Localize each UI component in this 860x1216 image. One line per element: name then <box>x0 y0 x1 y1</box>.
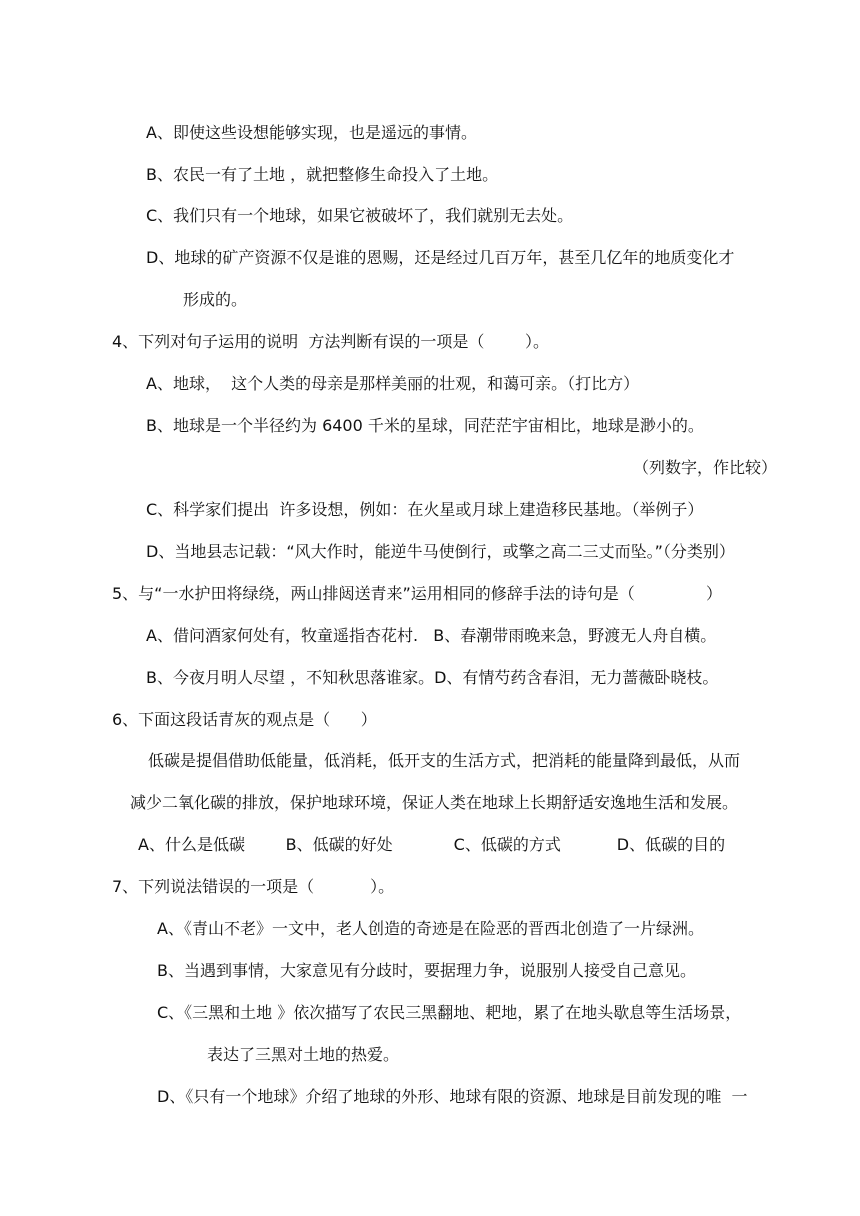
q3-option-b: B、农民一有了土地 ，就把整修生命投入了土地。 <box>146 165 499 184</box>
q7-option-c-cont: 表达了三黑对土地的热爱。 <box>207 1045 400 1064</box>
q6-passage-line-2: 减少二氧化碳的排放，保护地球环境，保证人类在地球上长期舒适安逸地生活和发展。 <box>130 793 739 812</box>
q4-option-b-note: （列数字，作比较） <box>632 458 777 477</box>
q5-options-row-2: B、今夜月明人尽望 ，不知秋思落谁家。D、有情芍药含春泪，无力蔷薇卧晓枝。 <box>146 668 719 687</box>
q3-option-c: C、我们只有一个地球，如果它被破坏了，我们就别无去处。 <box>146 206 574 225</box>
q3-option-d-cont: 形成的。 <box>183 290 248 309</box>
q4-option-a: A、地球， 这个人类的母亲是那样美丽的壮观，和蔼可亲。（打比方） <box>146 374 640 393</box>
q6-passage-line-1: 低碳是提倡借助低能量，低消耗，低开支的生活方式，把消耗的能量降到最低，从而 <box>148 751 741 770</box>
question-6: 6、下面这段话青灰的观点是（ ） <box>112 710 377 729</box>
q7-option-c: C、《三黑和土地 》依次描写了农民三黑翻地、耙地，累了在地头歇息等生活场景， <box>157 1003 742 1022</box>
q7-option-b: B、当遇到事情，大家意见有分歧时，要据理力争，说服别人接受自己意见。 <box>157 961 696 980</box>
question-7: 7、下列说法错误的一项是（ ）。 <box>112 877 395 896</box>
q5-options-row-1: A、借问酒家何处有，牧童遥指杏花村. B、春潮带雨晚来急，野渡无人舟自横。 <box>146 626 717 645</box>
q7-option-d: D、《只有一个地球》介绍了地球的外形、地球有限的资源、地球是目前发现的唯 一 <box>157 1087 748 1106</box>
q3-option-d: D、地球的矿产资源不仅是谁的恩赐，还是经过几百万年，甚至几亿年的地质变化才 <box>146 248 735 267</box>
q4-option-c: C、科学家们提出 许多设想，例如：在火星或月球上建造移民基地。（举例子） <box>146 500 704 519</box>
q7-option-a: A、《青山不老》一文中，老人创造的奇迹是在险恶的晋西北创造了一片绿洲。 <box>157 919 704 938</box>
q3-option-a: A、即使这些设想能够实现，也是遥远的事情。 <box>146 123 477 142</box>
q4-option-d: D、当地县志记载：“风大作时，能逆牛马使倒行，或擎之高二三丈而坠。”（分类别） <box>146 542 735 561</box>
q4-option-b: B、地球是一个半径约为 6400 千米的星球，同茫茫宇宙相比，地球是渺小的。 <box>146 416 704 435</box>
q6-options: A、什么是低碳 B、低碳的好处 C、低碳的方式 D、低碳的目的 <box>138 835 726 854</box>
question-4: 4、下列对句子运用的说明 方法判断有误的一项是（ ）。 <box>112 332 550 351</box>
question-5: 5、与“一水护田将绿绕，两山排闼送青来”运用相同的修辞手法的诗句是（ ） <box>112 584 722 603</box>
